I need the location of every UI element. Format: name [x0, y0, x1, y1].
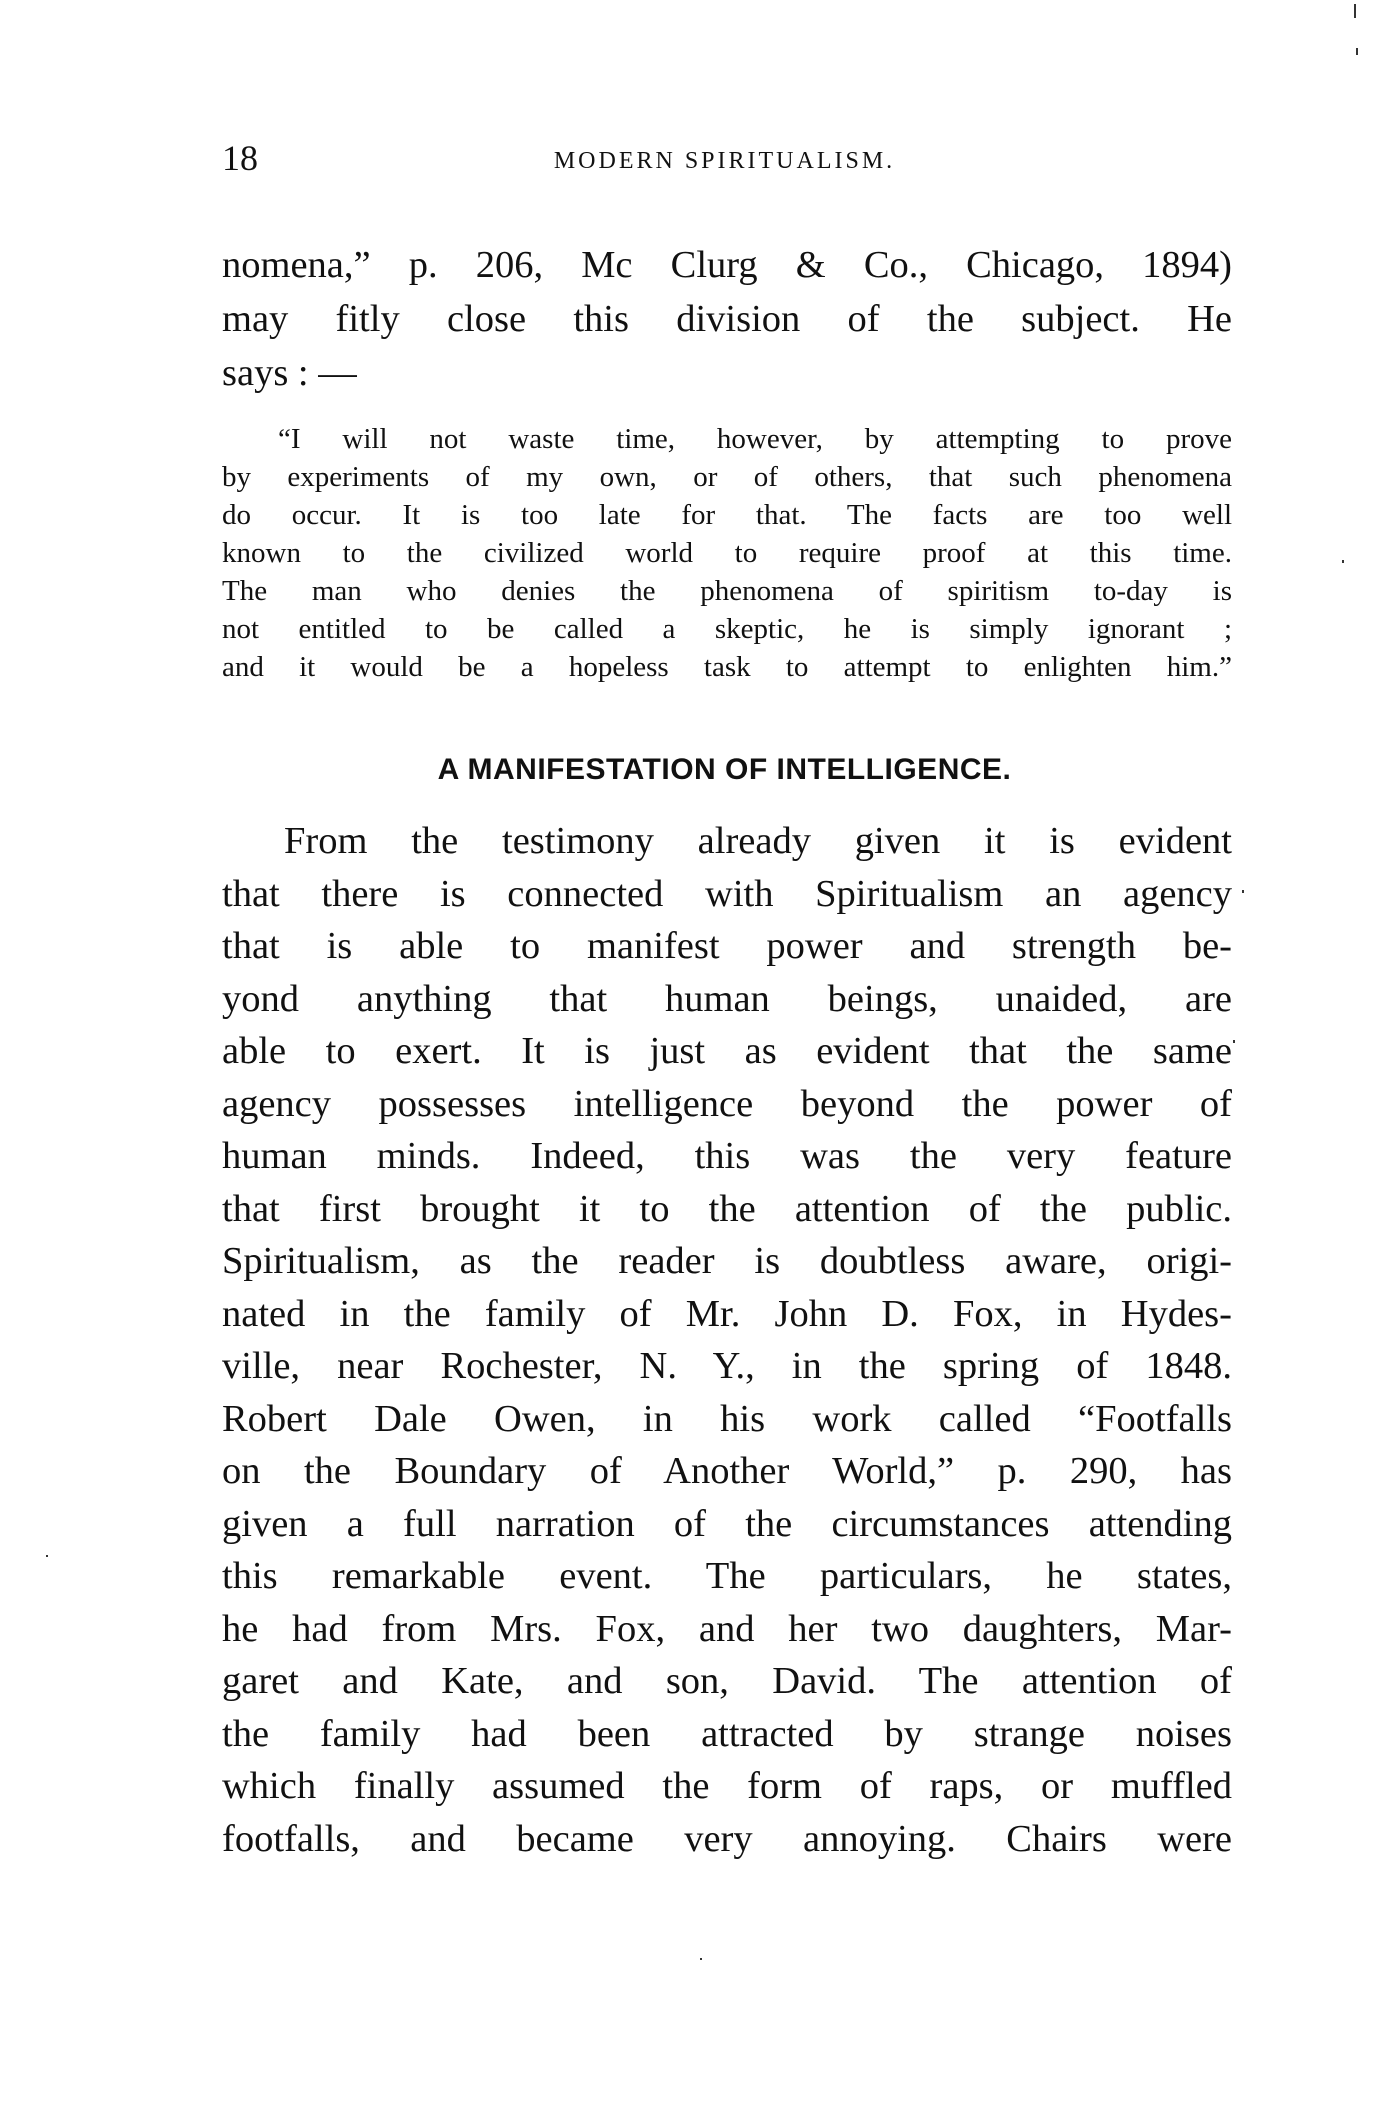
scan-speck: [46, 1555, 48, 1557]
text-line: human minds. Indeed, this was the very feature: [222, 1135, 1232, 1177]
text-line: Spiritualism, as the reader is doubtless aware, origi-: [222, 1240, 1232, 1282]
text-line: Robert Dale Owen, in his work called “Footfalls: [222, 1397, 1232, 1440]
quote-line: “I will not waste time, however, by attempting to prove: [278, 423, 1232, 455]
text-line: From the testimony already given it is evident: [284, 820, 1232, 862]
scan-speck: [1356, 48, 1358, 55]
quote-line: The man who denies the phenomena of spiritism to-day is: [222, 575, 1232, 607]
block-quote: [222, 420, 1232, 686]
text-line: which finally assumed the form of raps, or muffled: [222, 1765, 1232, 1807]
scan-speck: [1354, 4, 1356, 18]
text-line: footfalls, and became very annoying. Chairs were: [222, 1817, 1232, 1860]
quote-line: not entitled to be called a skeptic, he is simply ignorant ;: [222, 613, 1232, 645]
text-line: that first brought it to the attention of the public.: [222, 1187, 1232, 1230]
text-line: agency possesses intelligence beyond the power of: [222, 1082, 1232, 1125]
text-line: on the Boundary of Another World,” p. 290, has: [222, 1450, 1232, 1492]
main-paragraph: [222, 815, 1232, 1865]
text-line: nomena,” p. 206, Mc Clurg & Co., Chicago, 1894): [222, 244, 1232, 286]
text-line: yond anything that human beings, unaided, are: [222, 977, 1232, 1020]
page-number: 18: [222, 138, 258, 178]
text-line: the family had been attracted by strange noises: [222, 1712, 1232, 1755]
text-line: able to exert. It is just as evident that the same: [222, 1030, 1232, 1072]
text-line: nated in the family of Mr. John D. Fox, in Hydes-: [222, 1292, 1232, 1335]
quote-line: by experiments of my own, or of others, that such phenomena: [222, 461, 1232, 493]
scan-speck: [1233, 1040, 1235, 1043]
text-line: that is able to manifest power and strength be-: [222, 925, 1232, 967]
quote-line: and it would be a hopeless task to attempt to enlighten him.”: [222, 651, 1232, 683]
text-line: ville, near Rochester, N. Y., in the spring of 1848.: [222, 1345, 1232, 1387]
section-heading: A MANIFESTATION OF INTELLIGENCE.: [437, 753, 1012, 786]
quote-line: known to the civilized world to require proof at this time.: [222, 537, 1232, 569]
text-line: this remarkable event. The particulars, he states,: [222, 1555, 1232, 1597]
text-line: given a full narration of the circumstances attending: [222, 1502, 1232, 1545]
scan-speck: [700, 1958, 702, 1960]
scan-speck: [1342, 560, 1344, 563]
scan-speck: [1242, 890, 1244, 893]
running-title: MODERN SPIRITUALISM.: [553, 148, 896, 174]
text-line: that there is connected with Spiritualism an agency: [222, 872, 1232, 915]
intro-paragraph: [222, 238, 1232, 400]
text-line: says : —: [222, 352, 357, 394]
text-line: may fitly close this division of the subject. He: [222, 298, 1232, 340]
text-line: he had from Mrs. Fox, and her two daughters, Mar-: [222, 1607, 1232, 1650]
page-header: [222, 138, 1227, 188]
text-line: garet and Kate, and son, David. The attention of: [222, 1660, 1232, 1702]
quote-line: do occur. It is too late for that. The facts are too well: [222, 499, 1232, 531]
